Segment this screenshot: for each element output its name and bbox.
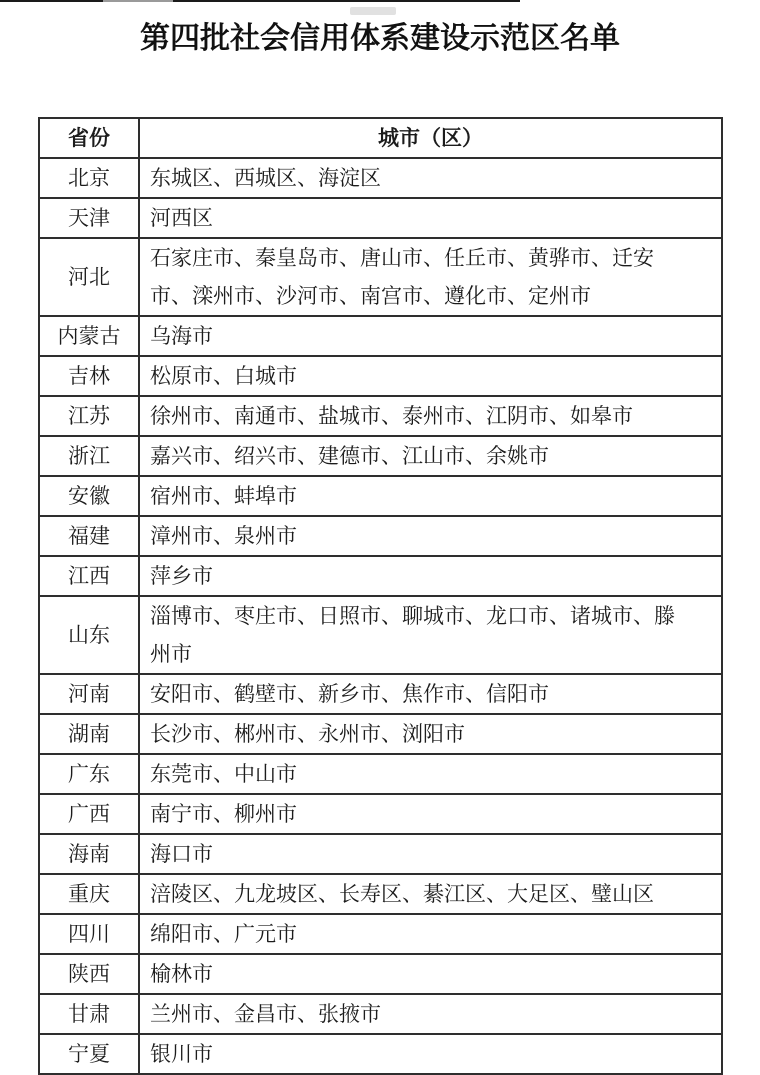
province-cell: 四川 [39, 914, 139, 954]
province-cell: 广西 [39, 794, 139, 834]
table-row [39, 834, 722, 874]
table-row [39, 238, 722, 316]
cities-cell: 南宁市、柳州市 [139, 794, 722, 834]
table-row [39, 436, 722, 476]
table-row [39, 1034, 722, 1074]
province-cell: 福建 [39, 516, 139, 556]
cities-cell: 涪陵区、九龙坡区、长寿区、綦江区、大足区、璧山区 [139, 874, 722, 914]
province-cell: 海南 [39, 834, 139, 874]
province-cell: 浙江 [39, 436, 139, 476]
province-cell: 安徽 [39, 476, 139, 516]
province-cell: 吉林 [39, 356, 139, 396]
province-cell: 江苏 [39, 396, 139, 436]
province-cell: 北京 [39, 158, 139, 198]
table-row [39, 954, 722, 994]
cities-cell: 石家庄市、秦皇岛市、唐山市、任丘市、黄骅市、迁安市、滦州市、沙河市、南宫市、遵化市、定州市 [139, 238, 722, 316]
province-cell: 内蒙古 [39, 316, 139, 356]
table-row [39, 356, 722, 396]
scan-smudge-artifact [350, 7, 396, 15]
cities-cell: 徐州市、南通市、盐城市、泰州市、江阴市、如皋市 [139, 396, 722, 436]
table-row [39, 516, 722, 556]
province-cell: 广东 [39, 754, 139, 794]
top-edge-artifact [103, 0, 173, 2]
cities-cell: 嘉兴市、绍兴市、建德市、江山市、余姚市 [139, 436, 722, 476]
cities-cell: 松原市、白城市 [139, 356, 722, 396]
province-cell: 天津 [39, 198, 139, 238]
province-cell: 陕西 [39, 954, 139, 994]
cities-cell: 安阳市、鹤壁市、新乡市、焦作市、信阳市 [139, 674, 722, 714]
top-edge-artifact [173, 0, 520, 2]
province-cell: 河北 [39, 238, 139, 316]
table-row [39, 874, 722, 914]
province-cell: 河南 [39, 674, 139, 714]
cities-cell: 兰州市、金昌市、张掖市 [139, 994, 722, 1034]
table-row [39, 556, 722, 596]
table-header-row [39, 118, 722, 158]
table-row [39, 794, 722, 834]
page-title: 第四批社会信用体系建设示范区名单 [140, 22, 620, 55]
province-cell: 江西 [39, 556, 139, 596]
table-row [39, 198, 722, 238]
province-cell: 湖南 [39, 714, 139, 754]
cities-cell: 银川市 [139, 1034, 722, 1074]
cities-cell: 海口市 [139, 834, 722, 874]
table-row [39, 596, 722, 674]
cities-cell: 东莞市、中山市 [139, 754, 722, 794]
table-row [39, 714, 722, 754]
column-header-province: 省份 [39, 118, 139, 158]
cities-cell: 宿州市、蚌埠市 [139, 476, 722, 516]
province-cell: 山东 [39, 596, 139, 674]
cities-cell: 萍乡市 [139, 556, 722, 596]
cities-cell: 乌海市 [139, 316, 722, 356]
column-header-cities: 城市（区） [139, 118, 722, 158]
table-row [39, 994, 722, 1034]
demonstration-zones-table [38, 117, 723, 1075]
cities-cell: 河西区 [139, 198, 722, 238]
cities-cell: 长沙市、郴州市、永州市、浏阳市 [139, 714, 722, 754]
province-cell: 甘肃 [39, 994, 139, 1034]
province-cell: 宁夏 [39, 1034, 139, 1074]
top-edge-artifact [0, 0, 103, 2]
table-row [39, 316, 722, 356]
cities-cell: 淄博市、枣庄市、日照市、聊城市、龙口市、诸城市、滕州市 [139, 596, 722, 674]
table-row [39, 476, 722, 516]
cities-cell: 东城区、西城区、海淀区 [139, 158, 722, 198]
cities-cell: 榆林市 [139, 954, 722, 994]
table-row [39, 754, 722, 794]
cities-cell: 绵阳市、广元市 [139, 914, 722, 954]
table-row [39, 396, 722, 436]
cities-cell: 漳州市、泉州市 [139, 516, 722, 556]
table-row [39, 674, 722, 714]
province-cell: 重庆 [39, 874, 139, 914]
table-row [39, 158, 722, 198]
table-row [39, 914, 722, 954]
